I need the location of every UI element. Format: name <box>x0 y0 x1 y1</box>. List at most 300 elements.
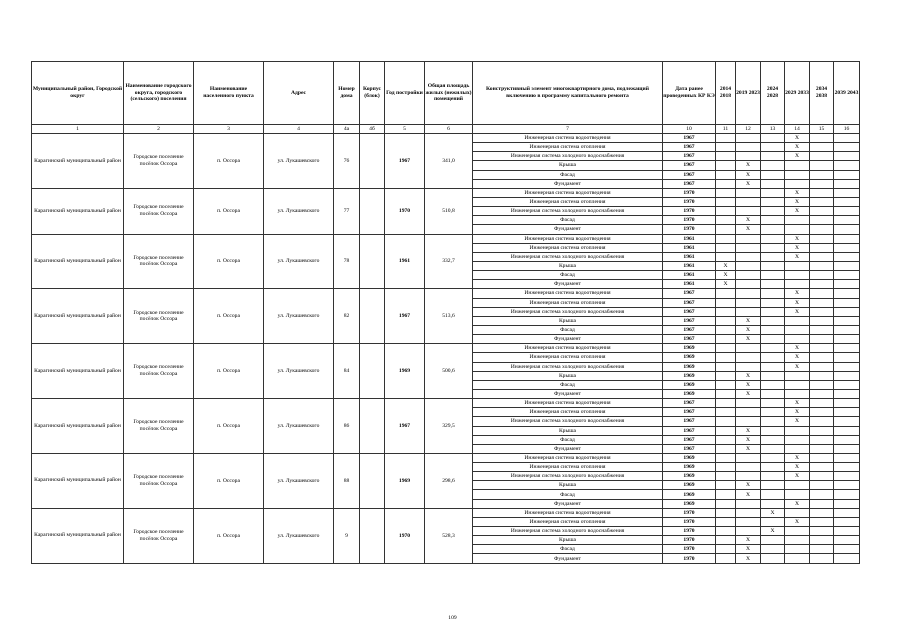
period-mark-cell <box>834 517 860 526</box>
period-mark-cell <box>785 170 810 179</box>
period-mark-cell <box>716 490 736 499</box>
period-mark-cell <box>761 161 785 170</box>
period-mark-cell <box>810 335 834 344</box>
house-number-cell: 84 <box>334 344 360 399</box>
header-period-2014-2018: 2014 2018 <box>716 62 736 125</box>
period-mark-cell <box>810 463 834 472</box>
area-cell: 513,6 <box>425 289 473 344</box>
period-mark-cell: Х <box>785 188 810 197</box>
element-name-cell: Инженерная система водоотведения <box>473 134 663 143</box>
period-mark-cell <box>834 325 860 334</box>
period-mark-cell <box>834 389 860 398</box>
element-name-cell: Фасад <box>473 271 663 280</box>
period-mark-cell: Х <box>736 545 761 554</box>
period-mark-cell: Х <box>785 289 810 298</box>
period-mark-cell <box>716 335 736 344</box>
district-cell: Карагинский муниципальный район <box>32 453 124 508</box>
period-mark-cell: Х <box>785 243 810 252</box>
period-mark-cell: Х <box>785 499 810 508</box>
element-name-cell: Инженерная система холодного водоснабжения <box>473 152 663 161</box>
period-mark-cell <box>810 444 834 453</box>
prior-repair-date-cell: 1961 <box>663 261 716 270</box>
period-mark-cell <box>834 426 860 435</box>
block-cell <box>360 453 385 508</box>
period-mark-cell: Х <box>736 316 761 325</box>
prior-repair-date-cell: 1970 <box>663 536 716 545</box>
column-number: 12 <box>736 125 761 134</box>
prior-repair-date-cell: 1967 <box>663 298 716 307</box>
period-mark-cell <box>736 463 761 472</box>
period-mark-cell <box>736 289 761 298</box>
block-cell <box>360 508 385 563</box>
period-mark-cell <box>834 216 860 225</box>
area-cell: 341,0 <box>425 134 473 189</box>
period-mark-cell <box>736 152 761 161</box>
period-mark-cell <box>810 143 834 152</box>
period-mark-cell <box>716 371 736 380</box>
prior-repair-date-cell: 1969 <box>663 362 716 371</box>
period-mark-cell <box>785 490 810 499</box>
street-cell: ул. Лукашевского <box>264 344 334 399</box>
period-mark-cell <box>810 399 834 408</box>
period-mark-cell <box>736 298 761 307</box>
period-mark-cell <box>761 408 785 417</box>
period-mark-cell <box>810 472 834 481</box>
period-mark-cell <box>834 463 860 472</box>
locality-cell: п. Оссора <box>194 188 264 234</box>
element-name-cell: Фундамент <box>473 444 663 453</box>
period-mark-cell <box>785 426 810 435</box>
period-mark-cell <box>785 161 810 170</box>
period-mark-cell <box>716 197 736 206</box>
period-mark-cell <box>834 435 860 444</box>
prior-repair-date-cell: 1967 <box>663 435 716 444</box>
period-mark-cell <box>834 298 860 307</box>
element-name-cell: Фасад <box>473 545 663 554</box>
period-mark-cell <box>716 252 736 261</box>
period-mark-cell <box>761 444 785 453</box>
period-mark-cell <box>785 481 810 490</box>
element-name-cell: Крыша <box>473 261 663 270</box>
period-mark-cell <box>834 335 860 344</box>
column-number: 2 <box>124 125 194 134</box>
period-mark-cell <box>834 188 860 197</box>
district-cell: Карагинский муниципальный район <box>32 234 124 289</box>
period-mark-cell <box>736 261 761 270</box>
period-mark-cell <box>761 234 785 243</box>
period-mark-cell: Х <box>736 426 761 435</box>
period-mark-cell <box>834 170 860 179</box>
house-number-cell: 78 <box>334 234 360 289</box>
period-mark-cell: Х <box>736 371 761 380</box>
period-mark-cell <box>761 554 785 563</box>
prior-repair-date-cell: 1970 <box>663 508 716 517</box>
header-element: Конструктивный элемент многоквартирного дома, подлежащий включению в программу капитального ремонта <box>473 62 663 125</box>
prior-repair-date-cell: 1967 <box>663 426 716 435</box>
prior-repair-date-cell: 1961 <box>663 271 716 280</box>
period-mark-cell <box>810 307 834 316</box>
element-name-cell: Инженерная система отопления <box>473 353 663 362</box>
column-number: 10 <box>663 125 716 134</box>
period-mark-cell <box>736 207 761 216</box>
period-mark-cell <box>716 527 736 536</box>
block-cell <box>360 399 385 454</box>
period-mark-cell <box>834 344 860 353</box>
period-mark-cell <box>810 554 834 563</box>
period-mark-cell <box>716 408 736 417</box>
period-mark-cell <box>785 216 810 225</box>
prior-repair-date-cell: 1969 <box>663 371 716 380</box>
period-mark-cell <box>785 335 810 344</box>
period-mark-cell <box>785 179 810 188</box>
prior-repair-date-cell: 1969 <box>663 389 716 398</box>
period-mark-cell: Х <box>736 481 761 490</box>
element-name-cell: Инженерная система отопления <box>473 408 663 417</box>
street-cell: ул. Лукашевского <box>264 289 334 344</box>
period-mark-cell <box>834 134 860 143</box>
period-mark-cell <box>716 545 736 554</box>
period-mark-cell <box>785 325 810 334</box>
house-number-cell: 82 <box>334 289 360 344</box>
period-mark-cell <box>810 298 834 307</box>
period-mark-cell <box>834 225 860 234</box>
period-mark-cell <box>761 280 785 289</box>
period-mark-cell <box>810 536 834 545</box>
element-name-cell: Крыша <box>473 316 663 325</box>
period-mark-cell <box>810 243 834 252</box>
period-mark-cell <box>761 517 785 526</box>
period-mark-cell <box>736 499 761 508</box>
period-mark-cell <box>810 426 834 435</box>
period-mark-cell <box>810 371 834 380</box>
period-mark-cell <box>736 472 761 481</box>
period-mark-cell <box>810 453 834 462</box>
settlement-cell: Городское поселение посёлок Оссора <box>124 453 194 508</box>
year-built-cell: 1970 <box>385 508 425 563</box>
period-mark-cell <box>736 188 761 197</box>
period-mark-cell <box>716 499 736 508</box>
period-mark-cell <box>761 344 785 353</box>
period-mark-cell <box>761 325 785 334</box>
period-mark-cell <box>716 243 736 252</box>
period-mark-cell <box>810 161 834 170</box>
period-mark-cell <box>810 170 834 179</box>
period-mark-cell: Х <box>785 517 810 526</box>
table-row <box>32 134 860 143</box>
period-mark-cell <box>761 207 785 216</box>
period-mark-cell <box>716 444 736 453</box>
element-name-cell: Инженерная система водоотведения <box>473 508 663 517</box>
street-cell: ул. Лукашевского <box>264 188 334 234</box>
house-number-cell: 76 <box>334 134 360 189</box>
period-mark-cell <box>716 508 736 517</box>
period-mark-cell <box>785 316 810 325</box>
period-mark-cell <box>834 143 860 152</box>
column-number: 11 <box>716 125 736 134</box>
prior-repair-date-cell: 1967 <box>663 143 716 152</box>
period-mark-cell <box>810 545 834 554</box>
prior-repair-date-cell: 1970 <box>663 207 716 216</box>
element-name-cell: Фасад <box>473 490 663 499</box>
prior-repair-date-cell: 1961 <box>663 280 716 289</box>
period-mark-cell <box>834 161 860 170</box>
element-name-cell: Инженерная система холодного водоснабжения <box>473 362 663 371</box>
period-mark-cell <box>810 408 834 417</box>
element-name-cell: Крыша <box>473 161 663 170</box>
period-mark-cell <box>810 527 834 536</box>
period-mark-cell <box>761 417 785 426</box>
prior-repair-date-cell: 1967 <box>663 417 716 426</box>
period-mark-cell <box>761 197 785 206</box>
prior-repair-date-cell: 1969 <box>663 490 716 499</box>
period-mark-cell <box>716 325 736 334</box>
prior-repair-date-cell: 1961 <box>663 234 716 243</box>
period-mark-cell <box>716 234 736 243</box>
period-mark-cell <box>810 234 834 243</box>
locality-cell: п. Оссора <box>194 134 264 189</box>
block-cell <box>360 134 385 189</box>
table-row <box>32 453 860 462</box>
prior-repair-date-cell: 1967 <box>663 161 716 170</box>
period-mark-cell <box>810 289 834 298</box>
period-mark-cell <box>761 490 785 499</box>
period-mark-cell <box>716 554 736 563</box>
period-mark-cell <box>834 444 860 453</box>
period-mark-cell <box>785 554 810 563</box>
period-mark-cell <box>785 271 810 280</box>
table-body <box>32 134 860 564</box>
year-built-cell: 1967 <box>385 134 425 189</box>
period-mark-cell: Х <box>736 554 761 563</box>
prior-repair-date-cell: 1967 <box>663 408 716 417</box>
locality-cell: п. Оссора <box>194 399 264 454</box>
period-mark-cell <box>736 517 761 526</box>
element-name-cell: Инженерная система отопления <box>473 463 663 472</box>
period-mark-cell <box>810 344 834 353</box>
period-mark-cell <box>785 371 810 380</box>
prior-repair-date-cell: 1961 <box>663 252 716 261</box>
element-name-cell: Инженерная система отопления <box>473 197 663 206</box>
prior-repair-date-cell: 1970 <box>663 188 716 197</box>
period-mark-cell <box>736 271 761 280</box>
header-period-2024-2028: 2024 2028 <box>761 62 785 125</box>
period-mark-cell <box>810 207 834 216</box>
prior-repair-date-cell: 1967 <box>663 179 716 188</box>
settlement-cell: Городское поселение посёлок Оссора <box>124 289 194 344</box>
period-mark-cell <box>761 261 785 270</box>
period-mark-cell <box>785 444 810 453</box>
period-mark-cell <box>834 271 860 280</box>
table-row <box>32 508 860 517</box>
period-mark-cell <box>716 481 736 490</box>
period-mark-cell <box>736 399 761 408</box>
period-mark-cell: Х <box>785 362 810 371</box>
period-mark-cell <box>716 426 736 435</box>
element-name-cell: Фундамент <box>473 225 663 234</box>
period-mark-cell <box>761 152 785 161</box>
element-name-cell: Инженерная система водоотведения <box>473 453 663 462</box>
period-mark-cell <box>834 197 860 206</box>
header-row <box>32 62 860 125</box>
period-mark-cell: Х <box>785 344 810 353</box>
street-cell: ул. Лукашевского <box>264 399 334 454</box>
period-mark-cell: Х <box>785 298 810 307</box>
period-mark-cell <box>810 499 834 508</box>
street-cell: ул. Лукашевского <box>264 453 334 508</box>
prior-repair-date-cell: 1970 <box>663 197 716 206</box>
period-mark-cell <box>834 234 860 243</box>
year-built-cell: 1967 <box>385 399 425 454</box>
prior-repair-date-cell: 1970 <box>663 517 716 526</box>
element-name-cell: Фундамент <box>473 179 663 188</box>
prior-repair-date-cell: 1969 <box>663 353 716 362</box>
element-name-cell: Инженерная система водоотведения <box>473 289 663 298</box>
street-cell: ул. Лукашевского <box>264 508 334 563</box>
column-number: 4б <box>360 125 385 134</box>
header-house-number: Номер дома <box>334 62 360 125</box>
period-mark-cell: Х <box>736 536 761 545</box>
column-number: 7 <box>473 125 663 134</box>
period-mark-cell <box>736 280 761 289</box>
period-mark-cell <box>736 243 761 252</box>
table-row <box>32 399 860 408</box>
element-name-cell: Инженерная система холодного водоснабжения <box>473 417 663 426</box>
period-mark-cell <box>834 499 860 508</box>
period-mark-cell <box>716 463 736 472</box>
period-mark-cell <box>810 271 834 280</box>
element-name-cell: Фундамент <box>473 280 663 289</box>
header-year-built: Год постройки <box>385 62 425 125</box>
period-mark-cell <box>716 435 736 444</box>
prior-repair-date-cell: 1969 <box>663 380 716 389</box>
period-mark-cell <box>716 289 736 298</box>
period-mark-cell <box>761 399 785 408</box>
year-built-cell: 1969 <box>385 453 425 508</box>
locality-cell: п. Оссора <box>194 344 264 399</box>
element-name-cell: Фундамент <box>473 389 663 398</box>
period-mark-cell <box>761 179 785 188</box>
period-mark-cell <box>785 389 810 398</box>
period-mark-cell <box>761 362 785 371</box>
element-name-cell: Крыша <box>473 371 663 380</box>
element-name-cell: Инженерная система отопления <box>473 143 663 152</box>
period-mark-cell <box>716 362 736 371</box>
period-mark-cell <box>761 371 785 380</box>
period-mark-cell <box>834 417 860 426</box>
period-mark-cell: Х <box>785 307 810 316</box>
period-mark-cell <box>810 252 834 261</box>
period-mark-cell <box>810 481 834 490</box>
period-mark-cell <box>736 527 761 536</box>
table-row <box>32 289 860 298</box>
element-name-cell: Фасад <box>473 325 663 334</box>
period-mark-cell <box>810 197 834 206</box>
period-mark-cell: Х <box>785 143 810 152</box>
period-mark-cell <box>785 536 810 545</box>
period-mark-cell <box>785 261 810 270</box>
period-mark-cell: Х <box>785 197 810 206</box>
period-mark-cell <box>716 344 736 353</box>
prior-repair-date-cell: 1967 <box>663 325 716 334</box>
header-prior-repair-date: Дата ранее проведенных КР КЭ <box>663 62 716 125</box>
period-mark-cell <box>761 380 785 389</box>
settlement-cell: Городское поселение посёлок Оссора <box>124 508 194 563</box>
period-mark-cell <box>716 225 736 234</box>
element-name-cell: Инженерная система водоотведения <box>473 234 663 243</box>
district-cell: Карагинский муниципальный район <box>32 289 124 344</box>
column-number: 15 <box>810 125 834 134</box>
element-name-cell: Инженерная система холодного водоснабжения <box>473 527 663 536</box>
period-mark-cell <box>761 271 785 280</box>
column-number: 4 <box>264 125 334 134</box>
column-number: 16 <box>834 125 860 134</box>
period-mark-cell: Х <box>785 453 810 462</box>
period-mark-cell <box>834 289 860 298</box>
period-mark-cell <box>716 170 736 179</box>
period-mark-cell <box>761 545 785 554</box>
element-name-cell: Крыша <box>473 481 663 490</box>
period-mark-cell <box>761 536 785 545</box>
settlement-cell: Городское поселение посёлок Оссора <box>124 188 194 234</box>
element-name-cell: Фундамент <box>473 554 663 563</box>
prior-repair-date-cell: 1969 <box>663 453 716 462</box>
period-mark-cell: Х <box>785 207 810 216</box>
period-mark-cell <box>736 362 761 371</box>
period-mark-cell <box>716 307 736 316</box>
prior-repair-date-cell: 1967 <box>663 134 716 143</box>
period-mark-cell <box>761 243 785 252</box>
period-mark-cell: Х <box>785 463 810 472</box>
area-cell: 329,5 <box>425 399 473 454</box>
period-mark-cell <box>716 207 736 216</box>
period-mark-cell <box>785 508 810 517</box>
header-area: Общая площадь жилых (нежилых) помещений <box>425 62 473 125</box>
period-mark-cell: Х <box>736 389 761 398</box>
period-mark-cell <box>810 216 834 225</box>
period-mark-cell <box>761 216 785 225</box>
table-row <box>32 188 860 197</box>
period-mark-cell <box>736 197 761 206</box>
period-mark-cell <box>736 307 761 316</box>
district-cell: Карагинский муниципальный район <box>32 134 124 189</box>
period-mark-cell: Х <box>736 335 761 344</box>
prior-repair-date-cell: 1969 <box>663 499 716 508</box>
street-cell: ул. Лукашевского <box>264 234 334 289</box>
district-cell: Карагинский муниципальный район <box>32 399 124 454</box>
prior-repair-date-cell: 1967 <box>663 316 716 325</box>
element-name-cell: Инженерная система водоотведения <box>473 344 663 353</box>
period-mark-cell <box>736 353 761 362</box>
period-mark-cell <box>736 134 761 143</box>
period-mark-cell <box>716 161 736 170</box>
period-mark-cell: Х <box>736 161 761 170</box>
period-mark-cell: Х <box>736 435 761 444</box>
block-cell <box>360 234 385 289</box>
period-mark-cell <box>716 389 736 398</box>
area-cell: 332,7 <box>425 234 473 289</box>
period-mark-cell <box>761 316 785 325</box>
column-number: 13 <box>761 125 785 134</box>
prior-repair-date-cell: 1967 <box>663 289 716 298</box>
locality-cell: п. Оссора <box>194 453 264 508</box>
table-row <box>32 344 860 353</box>
prior-repair-date-cell: 1970 <box>663 554 716 563</box>
period-mark-cell <box>834 261 860 270</box>
header-locality: Наименование населенного пункта <box>194 62 264 125</box>
street-cell: ул. Лукашевского <box>264 134 334 189</box>
period-mark-cell: Х <box>785 472 810 481</box>
prior-repair-date-cell: 1969 <box>663 463 716 472</box>
